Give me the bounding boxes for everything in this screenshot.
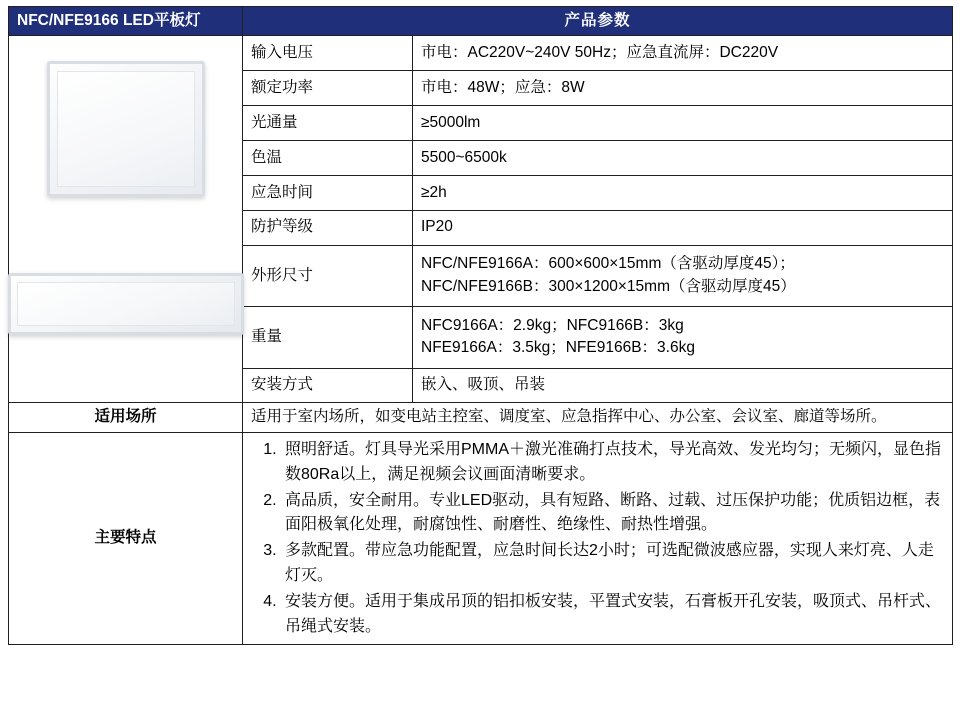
usage-row	[9, 403, 953, 432]
spec-value-line: ≥2h	[421, 183, 447, 201]
list-item: 4. 安装方便。适用于集成吊顶的铝扣板安装，平置式安装，石膏板开孔安装，吸顶式、吊杆式、吊绳式安装。	[281, 590, 944, 640]
spec-value-line: NFC9166A：2.9kg；NFC9166B：3kg	[421, 316, 684, 334]
usage-text: 适用于室内场所，如变电站主控室、调度室、应急指挥中心、办公室、会议室、廊道等场所。	[243, 403, 953, 432]
list-item: 3. 多款配置。带应急功能配置，应急时间长达2小时；可选配微波感应器，实现人来灯亮、人走灯灭。	[281, 539, 944, 589]
spec-label: 输入电压	[243, 36, 413, 71]
spec-label: 安装方式	[243, 368, 413, 403]
spec-value	[413, 210, 953, 245]
spec-label: 防护等级	[243, 210, 413, 245]
spec-value-line: NFC/NFE9166B：300×1200×15mm（含驱动厚度45）	[421, 277, 796, 295]
usage-label: 适用场所	[9, 403, 243, 432]
spec-value	[413, 307, 953, 368]
square-panel-light-photo	[47, 61, 205, 197]
features-label: 主要特点	[9, 432, 243, 644]
spec-value-line: ≥5000lm	[421, 113, 481, 131]
spec-value-line: NFC/NFE9166A：600×600×15mm（含驱动厚度45）；	[421, 255, 795, 273]
spec-value-line: 嵌入、吸顶、吊装	[421, 376, 546, 394]
spec-value	[413, 106, 953, 141]
rectangular-panel-light-photo	[8, 273, 244, 335]
spec-value	[413, 141, 953, 176]
spec-value-line: IP20	[421, 218, 453, 236]
spec-value	[413, 36, 953, 71]
features-list-cell	[243, 432, 953, 644]
spec-value	[413, 245, 953, 306]
list-item: 1. 照明舒适。灯具导光采用PMMA＋激光准确打点技术，导光高效、发光均匀；无频闪，显色指数80Ra以上，满足视频会议画面清晰要求。	[281, 438, 944, 488]
list-item: 2. 高品质，安全耐用。专业LED驱动，具有短路、断路、过载、过压保护功能；优质铝边框，表面阳极氧化处理，耐腐蚀性、耐磨性、绝缘性、耐热性增强。	[281, 489, 944, 539]
features-row	[9, 432, 953, 644]
spec-label: 光通量	[243, 106, 413, 141]
spec-value-line: 市电：48W；应急：8W	[421, 79, 585, 97]
spec-label: 色温	[243, 141, 413, 176]
spec-value	[413, 175, 953, 210]
spec-value	[413, 368, 953, 403]
spec-table	[8, 6, 953, 645]
table-header-row	[9, 7, 953, 36]
spec-label: 外形尺寸	[243, 245, 413, 306]
features-list	[251, 438, 944, 639]
spec-value-line: NFE9166A：3.5kg；NFE9166B：3.6kg	[421, 339, 695, 357]
table-row	[9, 36, 953, 71]
product-images-cell	[9, 36, 243, 403]
spec-value-line: 5500~6500k	[421, 148, 507, 166]
sheet-title-cell: 产品参数	[243, 7, 953, 36]
model-name-cell: NFC/NFE9166 LED平板灯	[9, 7, 243, 36]
spec-value	[413, 71, 953, 106]
spec-label: 应急时间	[243, 175, 413, 210]
spec-label: 额定功率	[243, 71, 413, 106]
spec-label: 重量	[243, 307, 413, 368]
spec-value-line: 市电：AC220V~240V 50Hz；应急直流屏：DC220V	[421, 44, 779, 62]
